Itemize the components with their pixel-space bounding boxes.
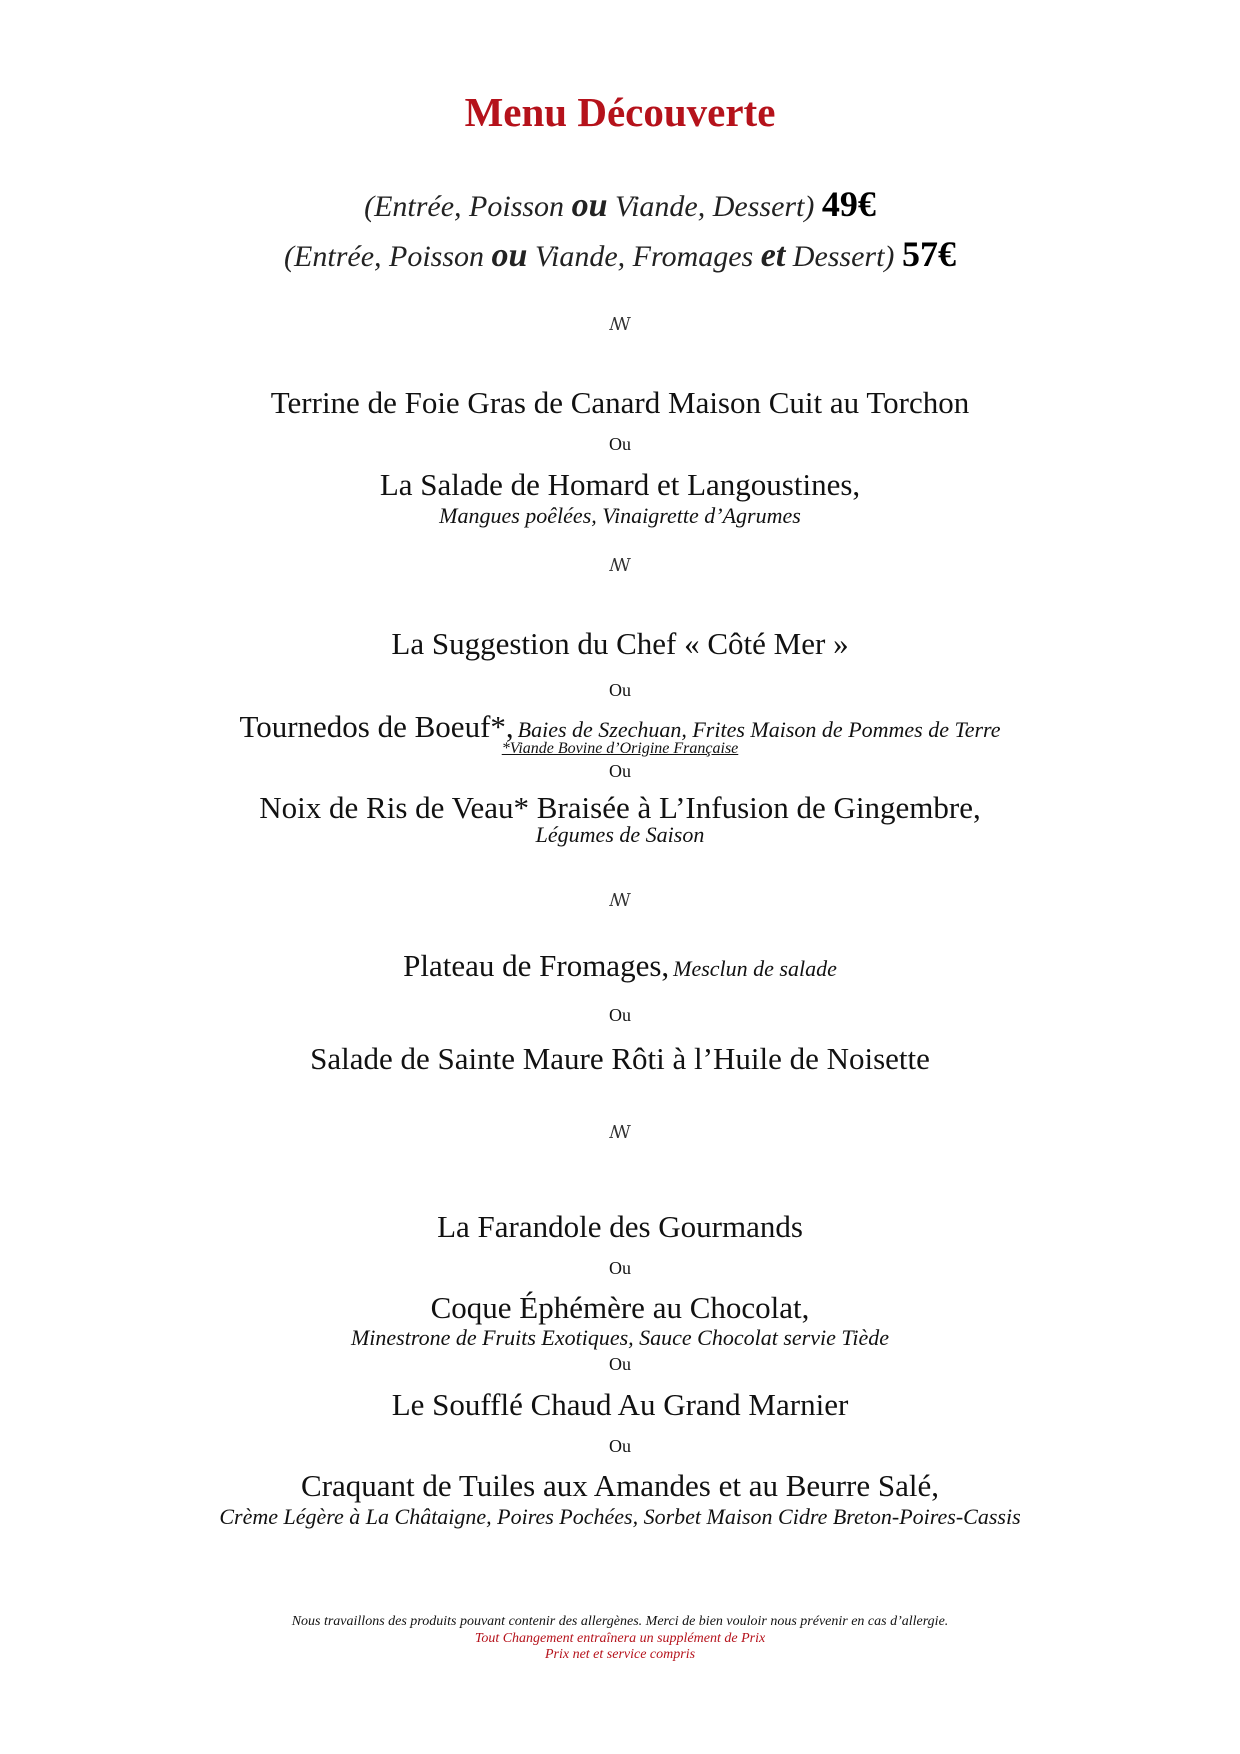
formula-keyword: ou [491,237,528,274]
or-separator: Ou [609,1258,631,1278]
or-separator: Ou [609,1354,631,1374]
dish-souffle: Le Soufflé Chaud Au Grand Marnier [391,1387,849,1422]
dish-plateau-row [0,948,1240,984]
formula-text: (Entrée, Poisson [364,190,572,223]
dish-ris-de-veau: Noix de Ris de Veau* Braisée à L’Infusion de Gingembre, [259,790,981,825]
or-separator: Ou [609,434,631,454]
dish-salade-homard: La Salade de Homard et Langoustines, [379,467,861,502]
dish-detail: Mangues poêlées, Vinaigrette d’Agrumes [439,503,801,528]
or-separator: Ou [609,761,631,781]
formula-keyword: ou [571,187,608,224]
ornament-icon: ꟿ [609,890,631,910]
formula-49 [0,183,1240,225]
dish-plateau-fromages: Plateau de Fromages, [403,948,670,983]
formula-text: (Entrée, Poisson [284,240,492,273]
formula-price: 49€ [821,184,876,224]
dish-foie-gras: Terrine de Foie Gras de Canard Maison Cuit au Torchon [270,385,970,420]
dish-suggestion-chef: La Suggestion du Chef « Côté Mer » [391,626,849,661]
or-separator: Ou [609,680,631,700]
change-notice: Tout Changement entraînera un supplément de Prix [474,1631,766,1646]
menu-title: Menu Découverte [464,89,776,135]
dish-craquant-tuiles: Craquant de Tuiles aux Amandes et au Beurre Salé, [301,1468,939,1503]
ornament-icon: ꟿ [609,314,631,334]
dish-tournedos: Tournedos de Boeuf*, [239,709,514,744]
ornament-icon: ꟿ [609,1122,631,1142]
dish-detail: Mesclun de salade [673,956,837,981]
dish-detail: Baies de Szechuan, Frites Maison de Pommes de Terre [517,717,1001,742]
ornament-icon: ꟿ [609,555,631,575]
dish-detail: Crème Légère à La Châtaigne, Poires Pochées, Sorbet Maison Cidre Breton-Poires-Cassis [219,1504,1021,1529]
origin-note: *Viande Bovine d’Origine Française [501,740,739,757]
dish-detail: Minestrone de Fruits Exotiques, Sauce Chocolat servie Tiède [350,1325,890,1350]
formula-text: Dessert) [785,240,902,273]
dish-detail: Légumes de Saison [535,822,705,847]
or-separator: Ou [609,1005,631,1025]
formula-keyword: et [760,237,786,274]
formula-text: Viande, Fromages [527,240,761,273]
dish-sainte-maure: Salade de Sainte Maure Rôti à l’Huile de Noisette [310,1041,930,1076]
dish-coque-chocolat: Coque Éphémère au Chocolat, [430,1290,810,1325]
price-notice: Prix net et service compris [544,1647,696,1662]
formula-text: Viande, Dessert) [607,190,822,223]
formula-price: 57€ [901,234,956,274]
dish-farandole: La Farandole des Gourmands [437,1209,803,1244]
formula-57 [0,233,1240,275]
allergen-notice: Nous travaillons des produits pouvant contenir des allergènes. Merci de bien vouloir nous prévenir en cas d’allergie. [291,1614,949,1629]
or-separator: Ou [609,1436,631,1456]
